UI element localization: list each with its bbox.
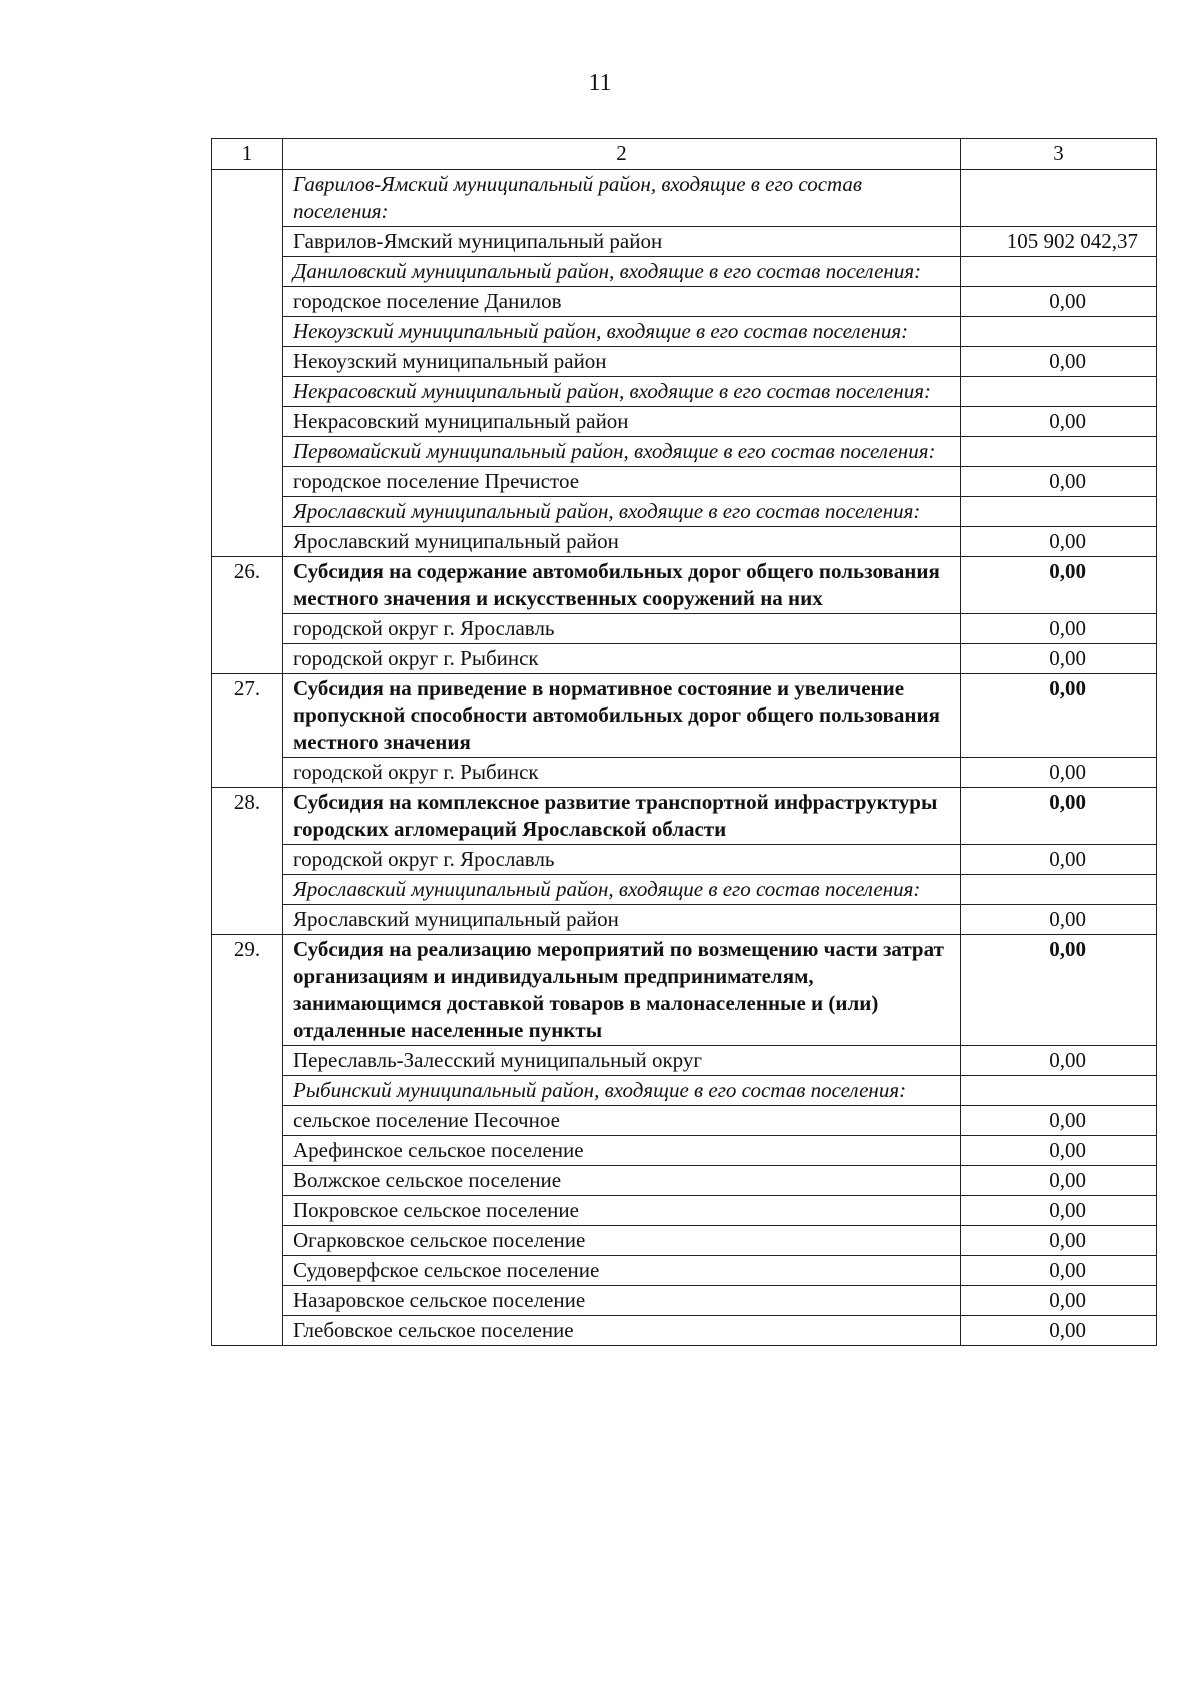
group-header-row xyxy=(212,497,1157,527)
group-header-row xyxy=(212,317,1157,347)
amount-value: 0,00 xyxy=(961,1106,1157,1136)
group-header-row xyxy=(212,170,1157,227)
municipality-name: Гаврилов-Ямский муниципальный район xyxy=(283,227,961,257)
table-row xyxy=(212,527,1157,557)
row-number xyxy=(212,377,283,407)
subsidy-row xyxy=(212,557,1157,614)
amount-value: 105 902 042,37 xyxy=(961,227,1157,257)
row-number xyxy=(212,1136,283,1166)
table-header-row xyxy=(212,139,1157,170)
amount-value xyxy=(961,170,1157,227)
row-number xyxy=(212,1286,283,1316)
amount-value: 0,00 xyxy=(961,527,1157,557)
amount-value xyxy=(961,437,1157,467)
row-number xyxy=(212,1226,283,1256)
amount-value: 0,00 xyxy=(961,614,1157,644)
table-row xyxy=(212,227,1157,257)
subsidy-title: Субсидия на комплексное развитие транспортной инфраструктуры городских агломераций Ярославской области xyxy=(283,788,961,845)
municipality-name: городской округ г. Ярославль xyxy=(283,614,961,644)
row-number xyxy=(212,1046,283,1076)
row-number xyxy=(212,644,283,674)
subsidy-row xyxy=(212,674,1157,758)
amount-value: 0,00 xyxy=(961,557,1157,614)
municipality-name: Ярославский муниципальный район xyxy=(283,905,961,935)
table-row xyxy=(212,1046,1157,1076)
amount-value xyxy=(961,377,1157,407)
municipality-name: городской округ г. Рыбинск xyxy=(283,758,961,788)
group-label: Некоузский муниципальный район, входящие в его состав поселения: xyxy=(283,317,961,347)
amount-value: 0,00 xyxy=(961,905,1157,935)
municipality-name: городской округ г. Рыбинск xyxy=(283,644,961,674)
group-label: Ярославский муниципальный район, входящие в его состав поселения: xyxy=(283,875,961,905)
table-row xyxy=(212,1226,1157,1256)
group-label: Гаврилов-Ямский муниципальный район, входящие в его состав поселения: xyxy=(283,170,961,227)
table-row xyxy=(212,347,1157,377)
row-number xyxy=(212,467,283,497)
table-row xyxy=(212,1196,1157,1226)
municipality-name: Покровское сельское поселение xyxy=(283,1196,961,1226)
municipality-name: Глебовское сельское поселение xyxy=(283,1316,961,1346)
municipality-name: Некоузский муниципальный район xyxy=(283,347,961,377)
row-number xyxy=(212,407,283,437)
table-row xyxy=(212,644,1157,674)
amount-value xyxy=(961,497,1157,527)
group-label: Ярославский муниципальный район, входящие в его состав поселения: xyxy=(283,497,961,527)
table-row xyxy=(212,467,1157,497)
subsidy-table xyxy=(211,138,1157,1346)
header-col-2: 2 xyxy=(283,139,961,170)
table-row xyxy=(212,407,1157,437)
amount-value: 0,00 xyxy=(961,845,1157,875)
row-number xyxy=(212,1316,283,1346)
header-col-3: 3 xyxy=(961,139,1157,170)
row-number xyxy=(212,317,283,347)
group-header-row xyxy=(212,377,1157,407)
table-row xyxy=(212,614,1157,644)
subsidy-row xyxy=(212,788,1157,845)
amount-value: 0,00 xyxy=(961,1136,1157,1166)
row-number: 27. xyxy=(212,674,283,758)
amount-value: 0,00 xyxy=(961,347,1157,377)
group-label: Даниловский муниципальный район, входящие в его состав поселения: xyxy=(283,257,961,287)
row-number xyxy=(212,758,283,788)
table-row xyxy=(212,1316,1157,1346)
group-header-row xyxy=(212,257,1157,287)
amount-value: 0,00 xyxy=(961,644,1157,674)
amount-value: 0,00 xyxy=(961,1166,1157,1196)
header-col-1: 1 xyxy=(212,139,283,170)
row-number xyxy=(212,845,283,875)
amount-value xyxy=(961,317,1157,347)
table-row xyxy=(212,287,1157,317)
row-number xyxy=(212,347,283,377)
row-number xyxy=(212,1196,283,1226)
row-number xyxy=(212,1166,283,1196)
table-row xyxy=(212,905,1157,935)
row-number xyxy=(212,170,283,227)
amount-value: 0,00 xyxy=(961,674,1157,758)
municipality-name: Огарковское сельское поселение xyxy=(283,1226,961,1256)
municipality-name: сельское поселение Песочное xyxy=(283,1106,961,1136)
table-row xyxy=(212,1256,1157,1286)
table-row xyxy=(212,845,1157,875)
group-label: Рыбинский муниципальный район, входящие в его состав поселения: xyxy=(283,1076,961,1106)
amount-value: 0,00 xyxy=(961,1286,1157,1316)
amount-value: 0,00 xyxy=(961,1316,1157,1346)
group-header-row xyxy=(212,1076,1157,1106)
amount-value xyxy=(961,875,1157,905)
amount-value xyxy=(961,1076,1157,1106)
group-header-row xyxy=(212,437,1157,467)
amount-value: 0,00 xyxy=(961,407,1157,437)
row-number xyxy=(212,227,283,257)
municipality-name: городское поселение Данилов xyxy=(283,287,961,317)
table-row xyxy=(212,1286,1157,1316)
municipality-name: Волжское сельское поселение xyxy=(283,1166,961,1196)
group-label: Некрасовский муниципальный район, входящие в его состав поселения: xyxy=(283,377,961,407)
municipality-name: городское поселение Пречистое xyxy=(283,467,961,497)
row-number xyxy=(212,287,283,317)
table-row xyxy=(212,1106,1157,1136)
group-label: Первомайский муниципальный район, входящие в его состав поселения: xyxy=(283,437,961,467)
amount-value: 0,00 xyxy=(961,1256,1157,1286)
page-number: 11 xyxy=(588,70,612,96)
row-number xyxy=(212,527,283,557)
municipality-name: Переславль-Залесский муниципальный округ xyxy=(283,1046,961,1076)
municipality-name: Назаровское сельское поселение xyxy=(283,1286,961,1316)
municipality-name: Судоверфское сельское поселение xyxy=(283,1256,961,1286)
amount-value: 0,00 xyxy=(961,287,1157,317)
row-number xyxy=(212,257,283,287)
table-row xyxy=(212,1136,1157,1166)
municipality-name: Ярославский муниципальный район xyxy=(283,527,961,557)
row-number xyxy=(212,875,283,905)
amount-value: 0,00 xyxy=(961,1046,1157,1076)
amount-value: 0,00 xyxy=(961,758,1157,788)
row-number xyxy=(212,1076,283,1106)
row-number xyxy=(212,437,283,467)
amount-value: 0,00 xyxy=(961,1226,1157,1256)
group-header-row xyxy=(212,875,1157,905)
subsidy-title: Субсидия на реализацию мероприятий по возмещению части затрат организациям и индивидуальным предпринимателям, занимающимся доставкой товаров в малонаселенные и (или) отдаленные населенные пункты xyxy=(283,935,961,1046)
municipality-name: Некрасовский муниципальный район xyxy=(283,407,961,437)
row-number xyxy=(212,905,283,935)
municipality-name: городской округ г. Ярославль xyxy=(283,845,961,875)
subsidy-title: Субсидия на содержание автомобильных дорог общего пользования местного значения и искусственных сооружений на них xyxy=(283,557,961,614)
row-number: 26. xyxy=(212,557,283,614)
amount-value: 0,00 xyxy=(961,935,1157,1046)
row-number xyxy=(212,497,283,527)
row-number xyxy=(212,1106,283,1136)
row-number: 29. xyxy=(212,935,283,1046)
amount-value xyxy=(961,257,1157,287)
subsidy-title: Субсидия на приведение в нормативное состояние и увеличение пропускной способности автомобильных дорог общего пользования местного значения xyxy=(283,674,961,758)
row-number: 28. xyxy=(212,788,283,845)
table-row xyxy=(212,758,1157,788)
amount-value: 0,00 xyxy=(961,788,1157,845)
table-row xyxy=(212,1166,1157,1196)
municipality-name: Арефинское сельское поселение xyxy=(283,1136,961,1166)
table-body xyxy=(212,139,1157,1346)
amount-value: 0,00 xyxy=(961,1196,1157,1226)
amount-value: 0,00 xyxy=(961,467,1157,497)
subsidy-row xyxy=(212,935,1157,1046)
row-number xyxy=(212,1256,283,1286)
row-number xyxy=(212,614,283,644)
